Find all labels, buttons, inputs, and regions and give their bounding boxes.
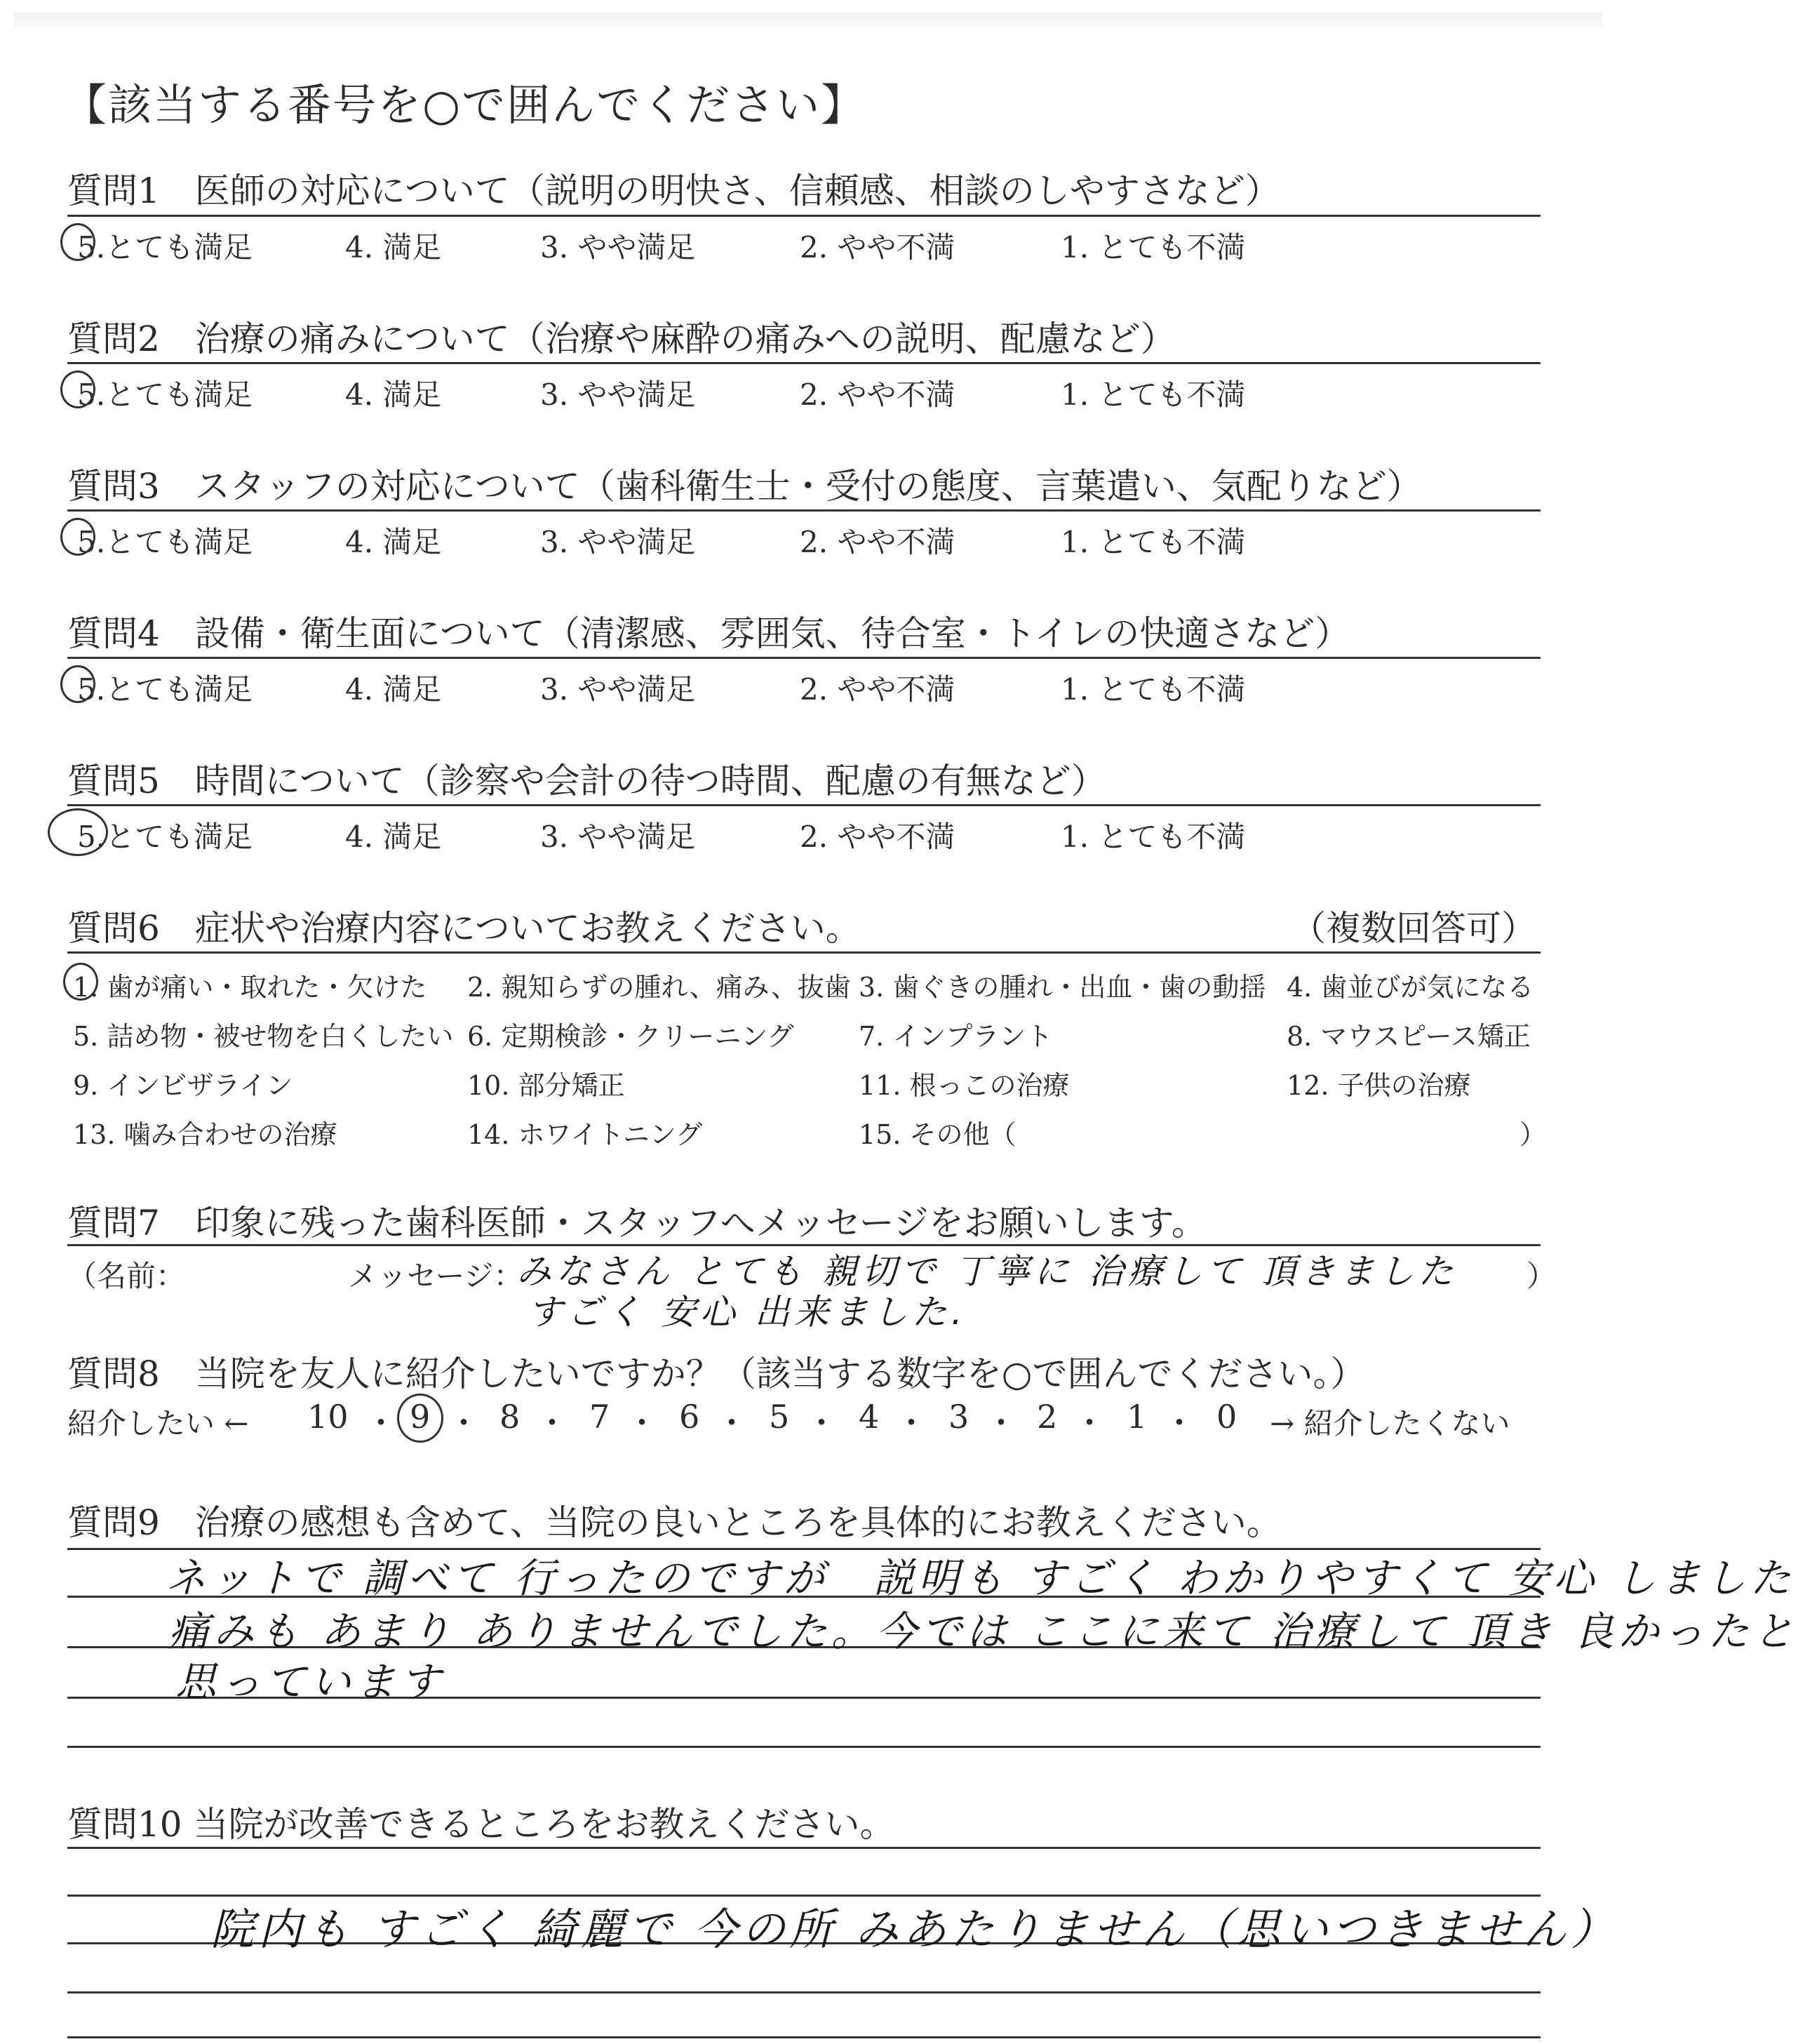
page-title: 【該当する番号を○で囲んでください】 [63,79,866,131]
q3-opt-5[interactable]: 5.とても満足 [77,525,253,559]
q6-note: （複数回答可） [1291,908,1536,949]
q6-option-14[interactable]: 14. ホワイトニング [467,1119,703,1150]
q9-rule-5 [67,1746,1541,1748]
q8-left-label: 紹介したい ← [67,1406,249,1441]
q8-scale-1[interactable]: 1 [1127,1398,1148,1436]
q7-close-paren: ） [1527,1259,1557,1293]
q10-rule-1 [67,1847,1541,1849]
q1-label: 質問1 医師の対応について（説明の明快さ、信頼感、相談のしやすさなど） [67,171,1280,211]
q6-option-1[interactable]: 1. 歯が痛い・取れた・欠けた [73,972,427,1003]
q7-message-label: メッセージ： [348,1259,523,1293]
q8-scale-8[interactable]: 8 [499,1398,521,1436]
q2-opt-4[interactable]: 4. 満足 [345,378,442,412]
q10-rule-5 [67,2036,1541,2038]
q9-label: 質問9 治療の感想も含めて、当院の良いところを具体的にお教えください。 [67,1502,1282,1543]
q2-rule [67,362,1541,364]
q8-sep: ・ [626,1404,658,1442]
q8-sep: ・ [895,1404,927,1442]
q6-option-8[interactable]: 8. マウスピース矯正 [1287,1021,1531,1052]
q4-opt-5[interactable]: 5.とても満足 [77,672,253,707]
q6-rule [67,951,1541,954]
q9-answer-line-1[interactable]: ネットで 調べて 行ったのですが 説明も すごく わかりやすくて 安心 しました [166,1554,1795,1602]
q2-selection-circle [60,370,95,408]
q1-opt-3[interactable]: 3. やや満足 [540,230,696,265]
q5-opt-2[interactable]: 2. やや不満 [800,820,955,854]
q8-right-label: → 紹介したくない [1270,1406,1510,1441]
q8-sep: ・ [448,1404,480,1442]
q5-opt-1[interactable]: 1. とても不満 [1061,820,1246,854]
q1-opt-1[interactable]: 1. とても不満 [1061,230,1246,265]
q5-rule [67,804,1541,806]
q6-other-close-paren: ） [1519,1119,1547,1150]
q6-option-11[interactable]: 11. 根っこの治療 [859,1070,1070,1101]
q6-option-3[interactable]: 3. 歯ぐきの腫れ・出血・歯の動揺 [859,972,1266,1003]
q1-opt-4[interactable]: 4. 満足 [345,230,442,265]
q8-sep: ・ [985,1404,1017,1442]
q2-opt-5[interactable]: 5.とても満足 [77,378,253,412]
scan-top-edge [14,13,1602,28]
q8-sep: ・ [716,1404,748,1442]
q8-sep: ・ [536,1404,568,1442]
q6-option-12[interactable]: 12. 子供の治療 [1287,1070,1471,1101]
q7-message-line-1[interactable]: みなさん とても 親切で 丁寧に 治療して 頂きました [516,1251,1458,1292]
q6-option-15[interactable]: 15. その他（ [859,1119,1017,1150]
q8-selection-circle [397,1394,443,1443]
q2-opt-1[interactable]: 1. とても不満 [1061,378,1246,412]
q1-opt-2[interactable]: 2. やや不満 [800,230,955,265]
q4-opt-4[interactable]: 4. 満足 [345,672,442,707]
q8-sep: ・ [1073,1404,1106,1442]
q3-selection-circle [60,518,95,556]
q1-selection-circle [60,223,95,261]
q4-opt-2[interactable]: 2. やや不満 [800,672,955,707]
q7-name-label[interactable]: （名前： [67,1259,186,1293]
q4-rule [67,657,1541,659]
q8-scale-10[interactable]: 10 [307,1398,349,1436]
q8-scale-6[interactable]: 6 [679,1398,700,1436]
q6-option-6[interactable]: 6. 定期検診・クリーニング [467,1021,794,1052]
q8-scale-4[interactable]: 4 [859,1398,880,1436]
q4-label: 質問4 設備・衛生面について（清潔感、雰囲気、待合室・トイレの快適さなど） [67,613,1350,654]
q10-answer[interactable]: 院内も すごく 綺麗で 今の所 みあたりません（思いつきません） [210,1904,1618,1955]
q6-label: 質問6 症状や治療内容についてお教えください。 [67,908,861,949]
q8-sep: ・ [805,1404,838,1442]
q7-message-line-2[interactable]: すごく 安心 出来ました. [528,1292,967,1332]
q1-rule [67,215,1541,217]
q5-opt-3[interactable]: 3. やや満足 [540,820,696,854]
q10-label: 質問10 当院が改善できるところをお教えください。 [67,1804,895,1845]
q6-option-9[interactable]: 9. インビザライン [73,1070,293,1101]
q8-scale-7[interactable]: 7 [589,1398,610,1436]
q4-opt-1[interactable]: 1. とても不満 [1061,672,1246,707]
q1-opt-5[interactable]: 5.とても満足 [77,230,253,265]
q8-scale-9[interactable]: 9 [410,1398,431,1436]
q3-opt-1[interactable]: 1. とても不満 [1061,525,1246,559]
q6-option-7[interactable]: 7. インプラント [859,1021,1053,1052]
q6-option-4[interactable]: 4. 歯並びが気になる [1287,972,1534,1003]
q6-selection-circle [63,963,98,1001]
q7-label: 質問7 印象に残った歯科医師・スタッフへメッセージをお願いします。 [67,1203,1207,1243]
q8-scale-0[interactable]: 0 [1216,1398,1237,1436]
q3-label: 質問3 スタッフの対応について（歯科衛生士・受付の態度、言葉遣い、気配りなど） [67,466,1422,507]
q8-label: 質問8 当院を友人に紹介したいですか？（該当する数字を○で囲んでください。） [67,1354,1366,1394]
q6-option-10[interactable]: 10. 部分矯正 [467,1070,625,1101]
q8-sep: ・ [1163,1404,1195,1442]
q5-selection-circle [48,808,108,856]
q3-rule [67,509,1541,512]
q6-option-2[interactable]: 2. 親知らずの腫れ、痛み、抜歯 [467,972,851,1003]
q3-opt-3[interactable]: 3. やや満足 [540,525,696,559]
q9-answer-line-3[interactable]: 思っています [175,1658,445,1706]
q9-answer-line-2[interactable]: 痛みも あまり ありませんでした。今では ここに来て 治療して 頂き 良かったと [168,1608,1798,1655]
q8-scale-2[interactable]: 2 [1037,1398,1058,1436]
q3-opt-4[interactable]: 4. 満足 [345,525,442,559]
q5-opt-5[interactable]: 5.とても満足 [77,820,253,854]
q3-opt-2[interactable]: 2. やや不満 [800,525,955,559]
q4-opt-3[interactable]: 3. やや満足 [540,672,696,707]
q6-option-5[interactable]: 5. 詰め物・被せ物を白くしたい [73,1021,454,1052]
q2-opt-3[interactable]: 3. やや満足 [540,378,696,412]
q2-label: 質問2 治療の痛みについて（治療や麻酔の痛みへの説明、配慮など） [67,319,1176,359]
q8-scale-3[interactable]: 3 [948,1398,970,1436]
q4-selection-circle [60,665,95,703]
q2-opt-2[interactable]: 2. やや不満 [800,378,955,412]
q10-rule-4 [67,1991,1541,1993]
q6-option-13[interactable]: 13. 噛み合わせの治療 [73,1119,337,1150]
q8-sep: ・ [365,1404,397,1442]
q5-label: 質問5 時間について（診察や会計の待つ時間、配慮の有無など） [67,761,1106,801]
q8-scale-5[interactable]: 5 [769,1398,790,1436]
q5-opt-4[interactable]: 4. 満足 [345,820,442,854]
